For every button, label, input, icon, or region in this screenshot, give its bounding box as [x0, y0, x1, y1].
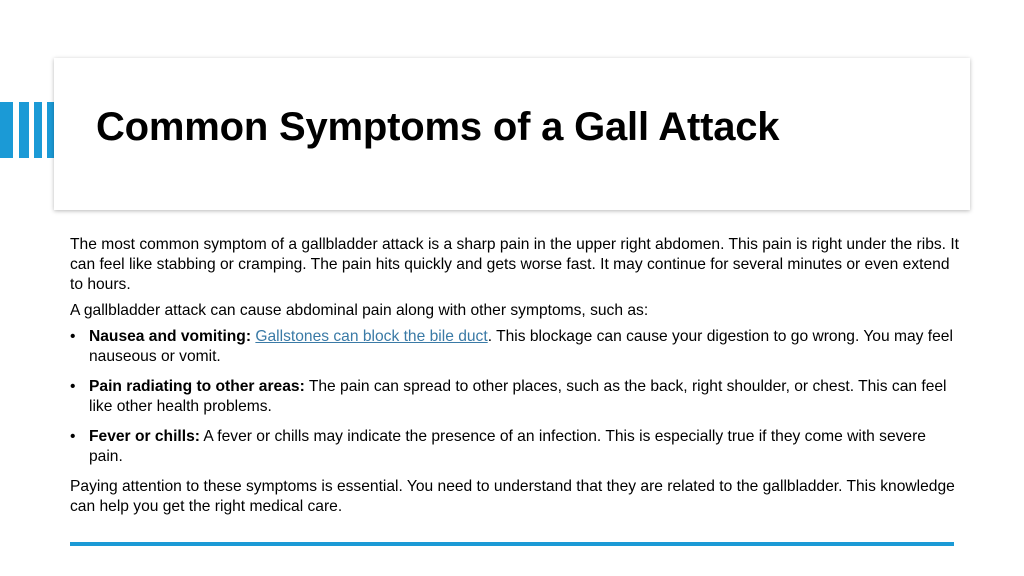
bullet-text: . This blockage can cause your digestion to go wrong. You may feel nauseous or vomit. [89, 328, 953, 365]
bottom-divider [70, 542, 954, 546]
decorative-accent-bar [47, 102, 54, 158]
decorative-accent-bar [34, 102, 42, 158]
bullet-icon: • [70, 428, 76, 445]
intro-paragraph: The most common symptom of a gallbladder attack is a sharp pain in the upper right abdomen. This pain is right under the ribs. It can feel like stabbing or cramping. The pain hits quickly and gets worse fast. It may continue for several minutes or even extend to hours. [70, 236, 960, 293]
symptom-list [70, 327, 960, 467]
bullet-label: Fever or chills: [89, 428, 200, 445]
bullet-label: Nausea and vomiting: [89, 328, 252, 345]
decorative-accent-bar [19, 102, 29, 158]
slide-title: Common Symptoms of a Gall Attack [96, 105, 780, 149]
bile-duct-link[interactable]: Gallstones can block the bile duct [255, 328, 488, 345]
slide-body [70, 235, 960, 523]
bullet-icon: • [70, 378, 76, 395]
decorative-accent-bar [0, 102, 13, 158]
list-item [70, 377, 960, 417]
bullet-icon: • [70, 328, 76, 345]
list-item [70, 327, 960, 367]
list-item [70, 427, 960, 467]
bullet-label: Pain radiating to other areas: [89, 378, 305, 395]
closing-paragraph: Paying attention to these symptoms is essential. You need to understand that they are related to the gallbladder. This knowledge can help you get the right medical care. [70, 478, 955, 515]
bullet-text: The pain can spread to other places, such as the back, right shoulder, or chest. This can feel like other health problems. [89, 378, 947, 415]
bullet-text: A fever or chills may indicate the presence of an infection. This is especially true if they come with severe pain. [89, 428, 926, 465]
title-panel [54, 58, 970, 210]
lead-paragraph: A gallbladder attack can cause abdominal pain along with other symptoms, such as: [70, 302, 649, 319]
